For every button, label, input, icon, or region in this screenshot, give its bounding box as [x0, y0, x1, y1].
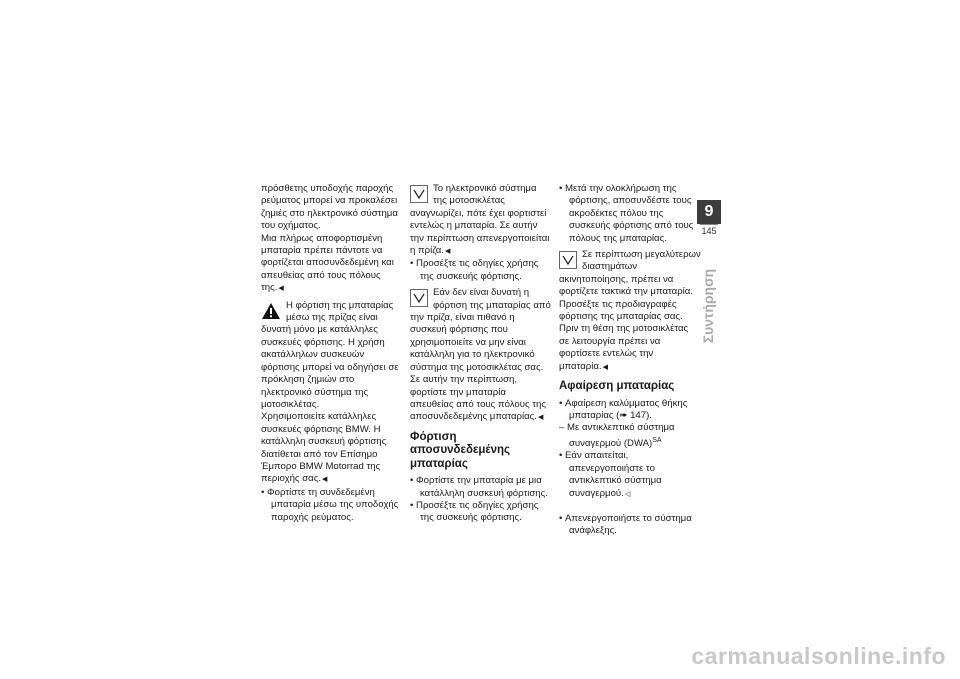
note-text: Το ηλεκτρονικό σύστημα της μοτοσικλέτας αναγνωρίζει, πότε έχει φορτιστεί εντελώς η μπαταρία. Σε αυτήν την περίπτωση απενεργοποιείται η πρίζα. ◀	[410, 183, 552, 258]
chapter-number: 9	[697, 200, 721, 224]
bullet-item: • Προσέξτε τις οδηγίες χρήσης της συσκευής φόρτισης.	[410, 258, 539, 282]
bullet-item: • Μετά την ολοκλήρωση της φόρτισης, αποσυνδέστε τους ακροδέκτες πόλου της συσκευής φόρτισης από τους πόλους της μπαταρίας.	[559, 183, 694, 244]
bullet-item: • Εάν απαιτείται, απενεργοποιήστε το αντικλεπτικό σύστημα συναγερμού. ◁	[559, 450, 701, 501]
section-heading: Αφαίρεση μπαταρίας	[559, 380, 675, 393]
bullet-item: • Προσέξτε τις οδηγίες χρήσης της συσκευής φόρτισης.	[410, 500, 539, 524]
dash-item: – Με αντικλεπτικό σύστημα συναγερμού (DWA)$^{SA}$	[559, 422, 675, 449]
note-check-icon	[559, 251, 577, 269]
note-check-icon	[410, 289, 428, 307]
section-heading: Φόρτιση αποσυνδεδεμένης μπαταρίας	[410, 430, 511, 470]
paragraph: Μια πλήρως αποφορτισμένη μπαταρία πρέπει πάντοτε να φορτίζεται αποσυνδεδεμένη και απευθείας από τους πόλους της. ◀	[261, 233, 403, 296]
chapter-divider	[700, 224, 718, 225]
bullet-item: • Φορτίστε την μπαταρία με μια κατάλληλη συσκευή φόρτισης.	[410, 475, 548, 499]
page-number: 145	[701, 226, 717, 236]
chapter-title: Συντήρηση	[700, 268, 716, 344]
bullet-item: • Απενεργοποιήστε το σύστημα ανάφλεξης.	[559, 513, 692, 537]
info-note	[410, 287, 552, 424]
note-text: Σε περίπτωση μεγαλύτερων διαστημάτων ακινητοποίησης, πρέπει να φορτίζετε τακτικά την μπαταρία. Προσέξτε τις προδιαγραφές φόρτισης της μπαταρίας σας. Πριν τη θέση της μοτοσικλέτας σε λειτουργία πρέπει να φορτίσετε εντελώς την μπαταρία. ◀	[559, 249, 701, 374]
info-note	[559, 249, 701, 374]
warning-text: Η φόρτιση της μπαταρίας μέσω της πρίζας είναι δυνατή μόνο με κατάλληλες συσκευές φόρτισης. Η χρήση ακατάλληλων συσκευών φόρτισης μπορεί να οδηγήσει σε πρόκληση ζημιών στο ηλεκτρονικό σύστημα της μοτοσικλέτας.	[261, 299, 399, 410]
text-column-1	[261, 183, 403, 524]
bullet-item: • Φορτίστε τη συνδεδεμένη μπαταρία μέσω της υποδοχής παροχής ρεύματος.	[261, 486, 399, 523]
paragraph: πρόσθετης υποδοχής παροχής ρεύματος μπορεί να προκαλέσει ζημιές στο ηλεκτρονικό σύστημα του οχήματος.	[261, 183, 398, 232]
note-text: Εάν δεν είναι δυνατή η φόρτιση της μπαταρίας από την πρίζα, είναι πιθανό η συσκευή φόρτισης που χρησιμοποιείτε να μην είναι κατάλληλη για το ηλεκτρονικό σύστημα της μοτοσικλέτας σας. Σε αυτήν την περίπτωση, φορτίστε την μπαταρία απευθείας από τους πόλους της αποσυνδεδεμένης μπαταρίας. ◀	[410, 287, 552, 424]
watermark: carmanualsonline.info	[691, 643, 946, 669]
text-column-3	[559, 183, 701, 538]
text-column-2	[410, 183, 552, 525]
note-check-icon	[410, 185, 428, 203]
paragraph: Χρησιμοποιείτε κατάλληλες συσκευές φόρτισης BMW. Η κατάλληλη συσκευή φόρτισης διατίθεται από τον Επίσημο Έμπορο BMW Motorrad της περιοχής σας. ◀	[261, 411, 403, 486]
warning-triangle-icon	[261, 302, 281, 320]
warning-note	[261, 300, 403, 412]
bullet-item: • Αφαίρεση καλύμματος θήκης μπαταρίας (➠ 147).	[559, 397, 688, 421]
sa-superscript: SA	[652, 436, 662, 444]
info-note	[410, 183, 552, 258]
